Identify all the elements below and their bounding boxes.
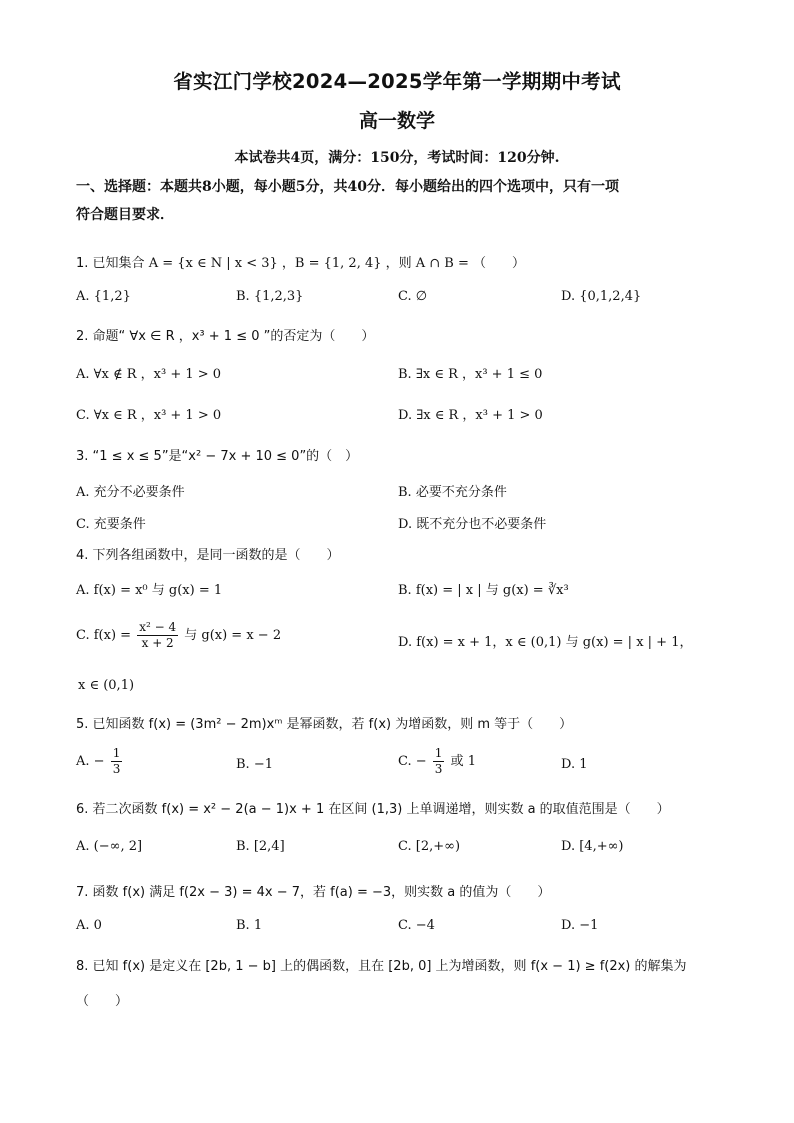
question-1-math: A = {x ∈ N | x < 3} ，B = {1, 2, 4} ，则 A ∩ B = （ ） (148, 256, 526, 271)
fraction-numerator: 1 (434, 746, 443, 760)
fraction-numerator: 1 (112, 746, 121, 760)
question-3-option-a: A. 充分不必要条件 (76, 485, 185, 500)
question-3-option-b: B. 必要不充分条件 (398, 485, 507, 500)
question-5-option-c (398, 746, 476, 777)
section-heading-line1: 一、选择题：本题共8小题，每小题5分，共40分．每小题给出的四个选项中，只有一项 (76, 179, 619, 195)
question-5-option-a-lead: A. − (76, 754, 105, 769)
question-7-option-b: B. 1 (236, 918, 263, 933)
question-3-option-d: D. 既不充分也不必要条件 (398, 517, 547, 532)
fraction-denominator: 3 (112, 762, 121, 776)
question-5-option-c-fraction (433, 746, 445, 777)
question-3-stem: 3. “1 ≤ x ≤ 5”是“x² − 7x + 10 ≤ 0”的（ ） (76, 449, 359, 464)
question-7-option-a: A. 0 (76, 918, 102, 933)
question-4-option-c-fraction (137, 620, 178, 651)
question-4-stem: 4. 下列各组函数中，是同一函数的是（ ） (76, 548, 340, 563)
question-1-option-a: A. {1,2} (76, 289, 131, 304)
question-7-option-c: C. −4 (398, 918, 435, 933)
section-heading (76, 173, 726, 229)
question-1-option-b: B. {1,2,3} (236, 289, 304, 304)
question-5-option-a-fraction (111, 746, 123, 777)
question-5-option-c-lead: C. − (398, 754, 427, 769)
question-8-stem: 8. 已知 f(x) 是定义在 [2b, 1 − b] 上的偶函数，且在 [2b, 0] 上为增函数，则 f(x − 1) ≥ f(2x) 的解集为 (76, 959, 687, 974)
question-2-option-c: C. ∀x ∈ R ，x³ + 1 > 0 (76, 408, 222, 423)
question-4-option-b: B. f(x) = | x | 与 g(x) = ∛x³ (398, 583, 569, 598)
question-4-option-c-tail: 与 g(x) = x − 2 (184, 628, 282, 643)
exam-info: 本试卷共4页，满分：150分，考试时间：120分钟. (234, 150, 560, 166)
question-4-option-a: A. f(x) = x⁰ 与 g(x) = 1 (76, 583, 223, 598)
question-4-option-c-lead: C. f(x) = (76, 628, 132, 643)
question-1-label: 1. 已知集合 (76, 256, 145, 271)
question-7-stem: 7. 函数 f(x) 满足 f(2x − 3) = 4x − 7，若 f(a) = −3，则实数 a 的值为（ ） (76, 885, 551, 900)
exam-subject: 高一数学 (358, 110, 435, 132)
question-2-option-a: A. ∀x ∉ R ，x³ + 1 > 0 (76, 367, 222, 382)
question-2-option-d: D. ∃x ∈ R ，x³ + 1 > 0 (398, 408, 543, 423)
question-6-stem: 6. 若二次函数 f(x) = x² − 2(a − 1)x + 1 在区间 (1,3) 上单调递增，则实数 a 的取值范围是（ ） (76, 802, 670, 817)
question-6-option-d: D. [4,+∞) (561, 839, 624, 854)
question-6-option-a: A. (−∞, 2] (76, 839, 143, 854)
question-1-option-d: D. {0,1,2,4} (561, 289, 642, 304)
question-5-option-d: D. 1 (561, 757, 588, 772)
question-4-option-d-continued: x ∈ (0,1) (78, 678, 135, 693)
question-2-stem: 2. 命题“ ∀x ∈ R ，x³ + 1 ≤ 0 ”的否定为（ ） (76, 329, 375, 344)
question-5-option-c-tail: 或 1 (450, 754, 476, 769)
question-6-option-b: B. [2,4] (236, 839, 285, 854)
section-heading-line2: 符合题目要求． (76, 207, 174, 223)
question-6-option-c: C. [2,+∞) (398, 839, 461, 854)
question-4-option-d: D. f(x) = x + 1，x ∈ (0,1) 与 g(x) = | x | + 1， (398, 635, 693, 650)
question-5-stem: 5. 已知函数 f(x) = (3m² − 2m)xᵐ 是幂函数，若 f(x) 为增函数，则 m 等于（ ） (76, 717, 573, 732)
question-7-option-d: D. −1 (561, 918, 599, 933)
question-2-option-b: B. ∃x ∈ R ，x³ + 1 ≤ 0 (398, 367, 543, 382)
question-3-option-c: C. 充要条件 (76, 517, 146, 532)
question-5-option-b: B. −1 (236, 757, 273, 772)
question-1-option-c: C. ∅ (398, 289, 428, 304)
fraction-numerator: x² − 4 (139, 620, 177, 634)
question-5-option-a (76, 746, 124, 777)
fraction-denominator: 3 (434, 762, 443, 776)
exam-title: 省实江门学校2024—2025学年第一学期期中考试 (173, 70, 621, 93)
fraction-denominator: x + 2 (141, 636, 174, 650)
question-1-stem (76, 252, 525, 271)
question-8-stem-continued: （ ） (76, 994, 129, 1009)
question-4-option-c (76, 620, 281, 651)
